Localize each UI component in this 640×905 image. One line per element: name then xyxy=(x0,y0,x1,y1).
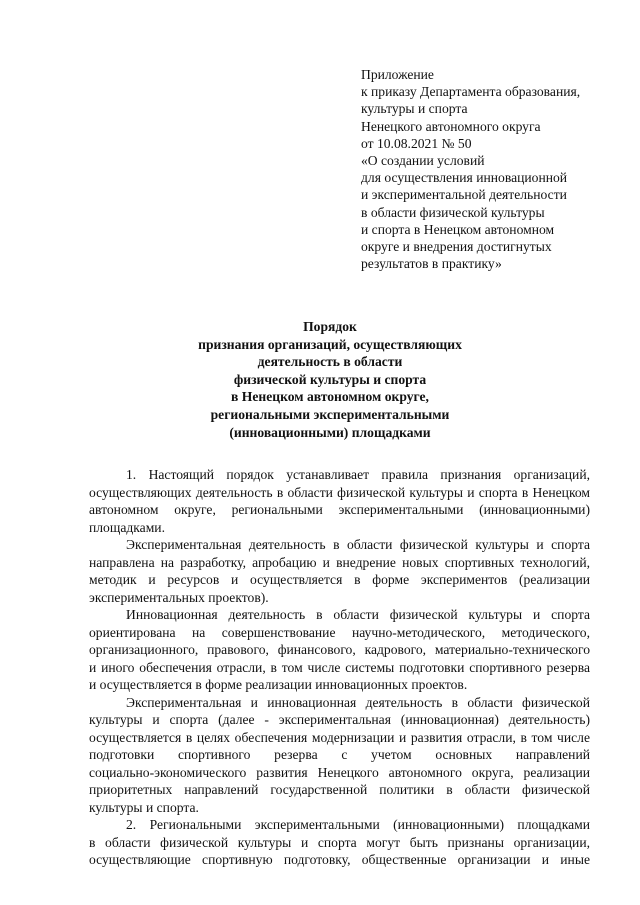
appendix-line: культуры и спорта xyxy=(361,101,468,117)
title-line: деятельность в области xyxy=(257,354,403,370)
paragraph-line: осуществляется в целях обеспечения модернизации и развития отрасли, в том числе xyxy=(89,729,590,745)
paragraph-line: культуры и спорта. xyxy=(89,799,199,815)
appendix-line: для осуществления инновационной xyxy=(361,170,568,186)
paragraph-line: Инновационная деятельность в области физической культуры и спорта xyxy=(126,607,590,622)
appendix-line: и спорта в Ненецком автономном xyxy=(361,221,555,237)
appendix-line: Ненецкого автономного округа xyxy=(361,118,541,134)
paragraph-line: экспериментальных проектов). xyxy=(89,589,269,605)
document-body xyxy=(89,466,590,869)
paragraph-line: направлена на разработку, апробацию и внедрение новых спортивных технологий, xyxy=(89,554,590,570)
appendix-header xyxy=(361,66,611,272)
paragraph-line: автономном округе, региональными экспериментальными (инновационными) xyxy=(89,502,590,517)
document-title xyxy=(120,318,540,441)
title-line: Порядок xyxy=(303,319,357,334)
title-line: в Ненецком автономном округе, xyxy=(231,389,429,405)
paragraph-line: и иного обеспечения отрасли, в том числе системы подготовки спортивного резерва xyxy=(89,659,590,675)
title-line: региональными экспериментальными xyxy=(210,406,450,422)
paragraph-line: подготовки спортивного резерва с учетом основных направлений xyxy=(89,747,590,762)
paragraph-line: осуществляющих деятельность в области физической культуры и спорта в Ненецком xyxy=(89,484,590,500)
paragraph-line: Экспериментальная деятельность в области физической культуры и спорта xyxy=(126,537,590,552)
title-line: (инновационными) площадками xyxy=(229,424,431,440)
paragraph-1 xyxy=(89,466,590,536)
appendix-line: «О создании условий xyxy=(361,153,485,169)
title-line: признания организаций, осуществляющих xyxy=(198,336,462,352)
paragraph-line: осуществляющие спортивную подготовку, общественные организации и иные xyxy=(89,852,590,867)
paragraph-line: ориентирована на совершенствование научно-методического, методического, xyxy=(89,624,590,640)
paragraph-line: Экспериментальная и инновационная деятельность в области физической xyxy=(126,694,590,710)
appendix-line: результатов в практику» xyxy=(361,256,502,272)
paragraph-line: приоритетных направлений государственной политики в области физической xyxy=(89,782,590,797)
appendix-line: Приложение xyxy=(361,67,434,82)
paragraph-line: методик и ресурсов и осуществляется в форме экспериментов (реализации xyxy=(89,572,590,587)
paragraph-line: и осуществляется в форме реализации инновационных проектов. xyxy=(89,677,468,692)
paragraph-line: в области физической культуры и спорта могут быть признаны организации, xyxy=(89,834,590,850)
paragraph-line: 1. Настоящий порядок устанавливает правила признания организаций, xyxy=(126,467,590,482)
appendix-line: от 10.08.2021 № 50 xyxy=(361,135,472,151)
paragraph-line: площадками. xyxy=(89,519,165,535)
paragraph-3 xyxy=(89,606,590,694)
paragraph-line: 2. Региональными экспериментальными (инновационными) площадками xyxy=(126,817,590,832)
title-line: физической культуры и спорта xyxy=(233,371,427,387)
paragraph-line: социально-экономического развития Ненецкого автономного округа, реализации xyxy=(89,764,590,780)
paragraph-line: организационного, правового, финансового, кадрового, материально-технического xyxy=(89,642,590,657)
paragraph-2 xyxy=(89,536,590,606)
paragraph-5 xyxy=(89,816,590,869)
paragraph-line: культуры и спорта (далее - экспериментальная (инновационная) деятельность) xyxy=(89,712,590,727)
appendix-line: округе и внедрения достигнутых xyxy=(361,239,552,255)
appendix-line: в области физической культуры xyxy=(361,204,545,220)
appendix-line: и экспериментальной деятельности xyxy=(361,187,567,203)
paragraph-4 xyxy=(89,694,590,817)
appendix-line: к приказу Департамента образования, xyxy=(361,84,581,100)
